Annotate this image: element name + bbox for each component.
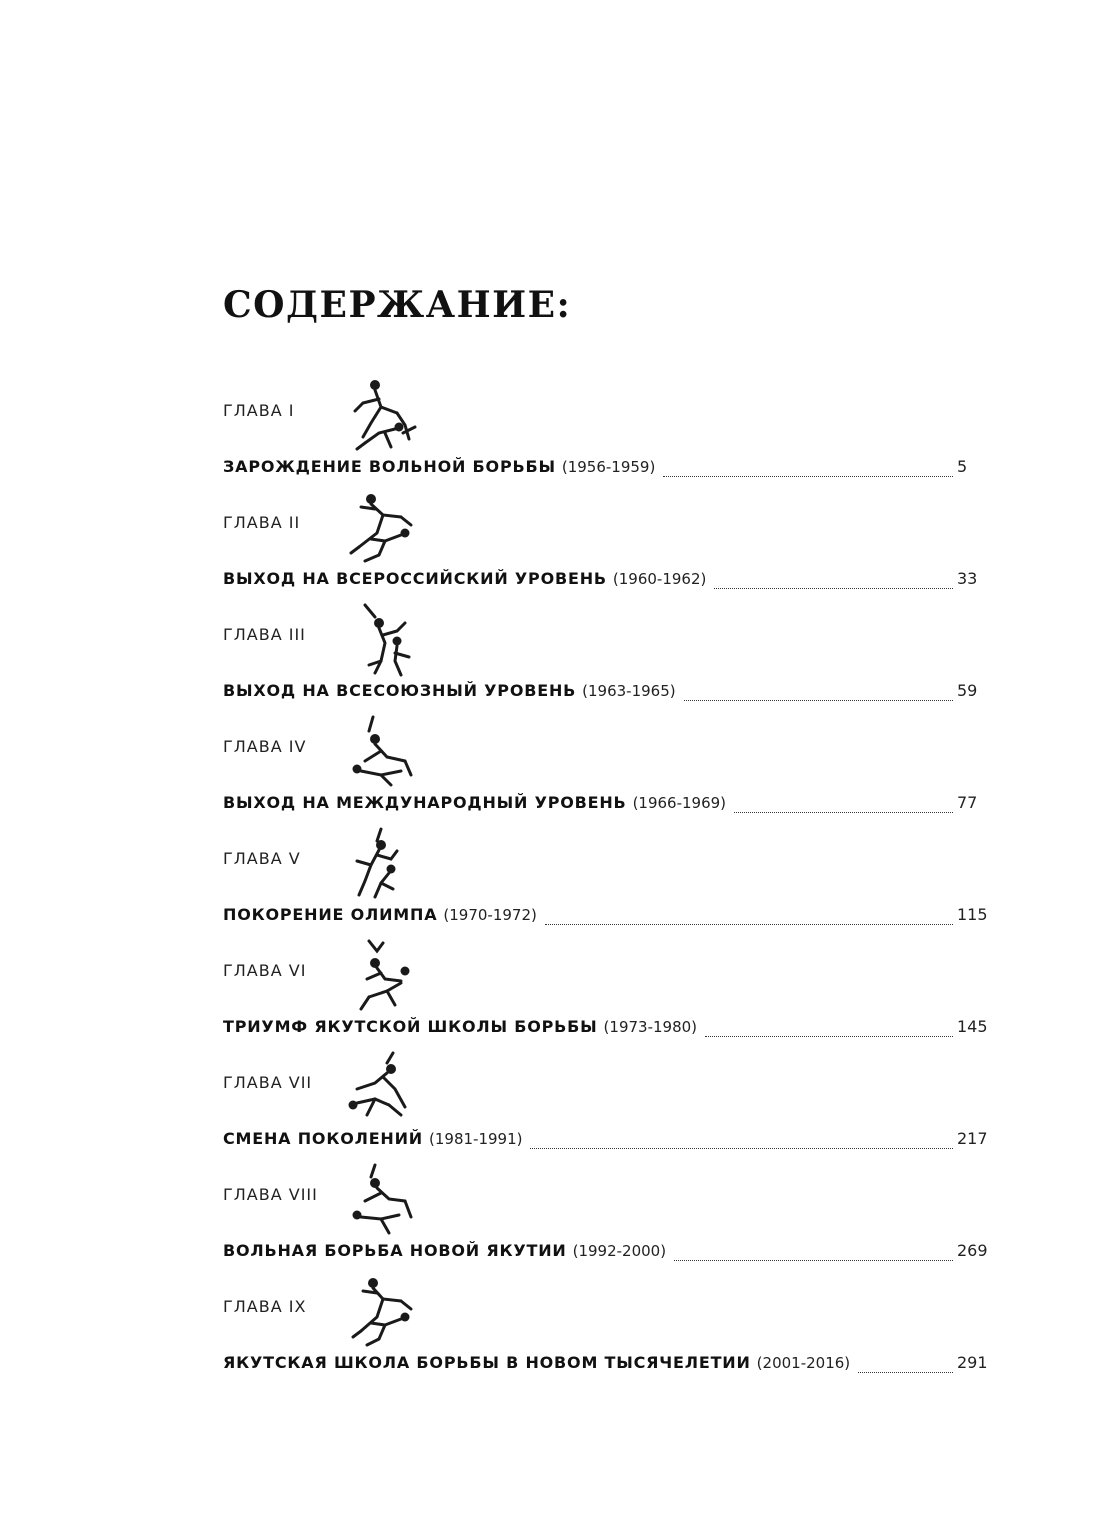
page-number: 5 (957, 457, 968, 476)
chapter-years: (1970-1972) (443, 906, 537, 924)
chapter-title: ВОЛЬНАЯ БОРЬБА НОВОЙ ЯКУТИИ (223, 1241, 567, 1260)
page-number: 33 (957, 569, 978, 588)
wrestlers-illustration-icon (335, 1049, 421, 1125)
dot-leader (684, 700, 953, 701)
chapter-label: ГЛАВА I (223, 401, 295, 420)
table-of-contents (223, 377, 993, 1385)
chapter-label: ГЛАВА II (223, 513, 301, 532)
chapter-label: ГЛАВА IX (223, 1297, 307, 1316)
dot-leader (714, 588, 953, 589)
dot-leader (663, 476, 953, 477)
page-number: 59 (957, 681, 978, 700)
chapter-title-row[interactable] (223, 1129, 993, 1153)
chapter-title: ТРИУМФ ЯКУТСКОЙ ШКОЛЫ БОРЬБЫ (223, 1017, 598, 1036)
wrestlers-illustration-icon (335, 1161, 421, 1237)
chapter-header (223, 825, 993, 903)
chapter-label: ГЛАВА VI (223, 961, 307, 980)
chapter-label: ГЛАВА III (223, 625, 306, 644)
chapter-header (223, 713, 993, 791)
chapter-label: ГЛАВА VII (223, 1073, 313, 1092)
chapter-header (223, 377, 993, 455)
chapter-title: СМЕНА ПОКОЛЕНИЙ (223, 1129, 423, 1148)
wrestlers-illustration-icon (335, 1273, 421, 1349)
chapter-title-row[interactable] (223, 905, 993, 929)
page-number: 77 (957, 793, 978, 812)
dot-leader (530, 1148, 953, 1149)
chapter-title-row[interactable] (223, 1017, 993, 1041)
chapter-years: (1960-1962) (612, 570, 707, 588)
chapter-title-row[interactable] (223, 569, 993, 593)
chapter-label: ГЛАВА VIII (223, 1185, 318, 1204)
page-title: СОДЕРЖАНИЕ: (223, 284, 572, 326)
chapter-title: ВЫХОД НА ВСЕСОЮЗНЫЙ УРОВЕНЬ (223, 681, 577, 700)
chapter-label: ГЛАВА IV (223, 737, 307, 756)
toc-entry (223, 1161, 993, 1273)
chapter-title: ПОКОРЕНИЕ ОЛИМПА (223, 905, 438, 924)
chapter-title: ЯКУТСКАЯ ШКОЛА БОРЬБЫ В НОВОМ ТЫСЯЧЕЛЕТИИ (223, 1353, 751, 1372)
chapter-title: ВЫХОД НА МЕЖДУНАРОДНЫЙ УРОВЕНЬ (223, 793, 627, 812)
toc-entry (223, 713, 993, 825)
chapter-header (223, 937, 993, 1015)
chapter-years: (1981-1991) (429, 1130, 523, 1148)
chapter-header (223, 1273, 993, 1351)
page-number: 145 (957, 1017, 988, 1036)
chapter-title-row[interactable] (223, 1353, 993, 1377)
page-number: 217 (957, 1129, 988, 1148)
chapter-years: (1992-2000) (572, 1242, 667, 1260)
chapter-label: ГЛАВА V (223, 849, 301, 868)
chapter-title-row[interactable] (223, 457, 993, 481)
dot-leader (545, 924, 953, 925)
wrestlers-illustration-icon (335, 713, 421, 789)
toc-entry (223, 377, 993, 489)
toc-entry (223, 937, 993, 1049)
chapter-years: (2001-2016) (756, 1354, 851, 1372)
chapter-header (223, 1161, 993, 1239)
toc-entry (223, 1049, 993, 1161)
dot-leader (705, 1036, 953, 1037)
toc-entry (223, 489, 993, 601)
wrestlers-illustration-icon (335, 601, 421, 677)
chapter-years: (1956-1959) (561, 458, 656, 476)
chapter-title-row[interactable] (223, 1241, 993, 1265)
toc-entry (223, 601, 993, 713)
toc-entry (223, 825, 993, 937)
chapter-title-row[interactable] (223, 681, 993, 705)
chapter-years: (1963-1965) (582, 682, 676, 700)
page-number: 115 (957, 905, 988, 924)
toc-entry (223, 1273, 993, 1385)
chapter-title-row[interactable] (223, 793, 993, 817)
wrestlers-illustration-icon (335, 937, 421, 1013)
dot-leader (734, 812, 953, 813)
chapter-title: ВЫХОД НА ВСЕРОССИЙСКИЙ УРОВЕНЬ (223, 569, 607, 588)
wrestlers-illustration-icon (335, 489, 421, 565)
chapter-header (223, 489, 993, 567)
dot-leader (858, 1372, 953, 1373)
chapter-title: ЗАРОЖДЕНИЕ ВОЛЬНОЙ БОРЬБЫ (223, 457, 556, 476)
chapter-years: (1973-1980) (603, 1018, 698, 1036)
page-number: 269 (957, 1241, 988, 1260)
wrestlers-illustration-icon (335, 377, 421, 453)
chapter-header (223, 1049, 993, 1127)
wrestlers-illustration-icon (335, 825, 421, 901)
chapter-header (223, 601, 993, 679)
chapter-years: (1966-1969) (632, 794, 727, 812)
dot-leader (674, 1260, 953, 1261)
page-number: 291 (957, 1353, 988, 1372)
